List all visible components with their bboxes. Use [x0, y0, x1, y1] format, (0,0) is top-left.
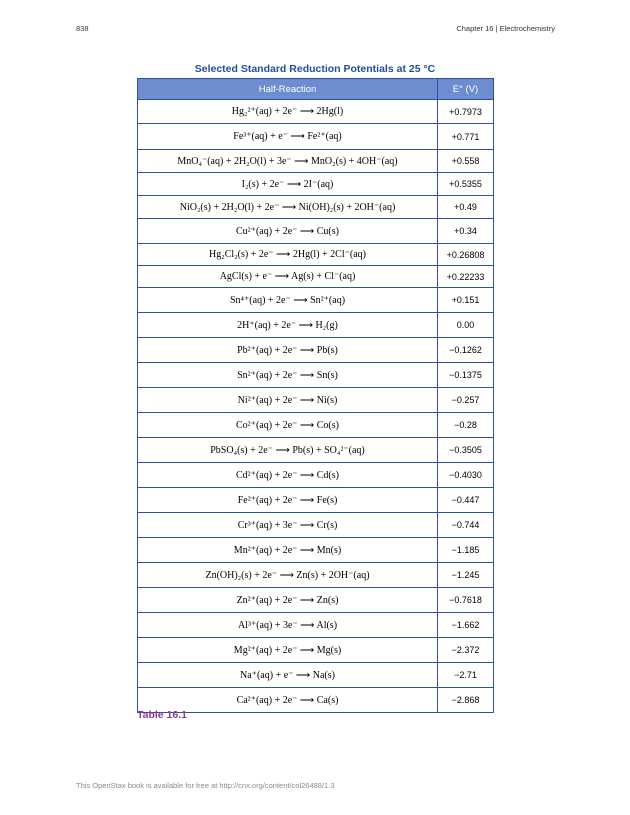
table-row	[138, 244, 494, 266]
potential-cell: −0.1375	[438, 363, 494, 388]
chapter-title: Chapter 16 | Electrochemistry	[456, 24, 555, 33]
potential-cell: +0.558	[438, 150, 494, 173]
half-reaction-cell: Hg₂Cl₂(s) + 2e⁻ ⟶ 2Hg(l) + 2Cl⁻(aq)	[138, 244, 438, 266]
half-reaction-cell: Ca²⁺(aq) + 2e⁻ ⟶ Ca(s)	[138, 688, 438, 713]
table-row	[138, 438, 494, 463]
potential-cell: −0.4030	[438, 463, 494, 488]
half-reaction-cell: NiO₂(s) + 2H₂O(l) + 2e⁻ ⟶ Ni(OH)₂(s) + 2OH⁻(aq)	[138, 196, 438, 219]
page-number: 838	[76, 24, 89, 33]
table-row	[138, 124, 494, 150]
potential-cell: −0.7618	[438, 588, 494, 613]
potential-cell: +0.5355	[438, 173, 494, 196]
potential-cell: −0.744	[438, 513, 494, 538]
table-row	[138, 463, 494, 488]
table-row	[138, 413, 494, 438]
table-row	[138, 638, 494, 663]
table-row	[138, 688, 494, 713]
reduction-potentials-table	[137, 78, 494, 713]
table-row	[138, 266, 494, 288]
potential-cell: +0.22233	[438, 266, 494, 288]
half-reaction-cell: Zn(OH)₂(s) + 2e⁻ ⟶ Zn(s) + 2OH⁻(aq)	[138, 563, 438, 588]
table-caption: Selected Standard Reduction Potentials at 25 °C	[194, 63, 436, 75]
half-reaction-cell: AgCl(s) + e⁻ ⟶ Ag(s) + Cl⁻(aq)	[138, 266, 438, 288]
half-reaction-cell: Cr³⁺(aq) + 3e⁻ ⟶ Cr(s)	[138, 513, 438, 538]
table-header-row	[138, 79, 494, 100]
table-row	[138, 363, 494, 388]
half-reaction-cell: Cd²⁺(aq) + 2e⁻ ⟶ Cd(s)	[138, 463, 438, 488]
half-reaction-cell: Fe³⁺(aq) + e⁻ ⟶ Fe²⁺(aq)	[138, 124, 438, 150]
half-reaction-cell: PbSO₄(s) + 2e⁻ ⟶ Pb(s) + SO₄²⁻(aq)	[138, 438, 438, 463]
half-reaction-cell: I₂(s) + 2e⁻ ⟶ 2I⁻(aq)	[138, 173, 438, 196]
footer-note: This OpenStax book is available for free at http://cnx.org/content/col26488/1.3	[76, 781, 335, 790]
half-reaction-cell: Sn⁴⁺(aq) + 2e⁻ ⟶ Sn²⁺(aq)	[138, 288, 438, 313]
half-reaction-cell: Fe²⁺(aq) + 2e⁻ ⟶ Fe(s)	[138, 488, 438, 513]
potential-cell: +0.7973	[438, 100, 494, 124]
table-row	[138, 288, 494, 313]
potential-cell: −1.662	[438, 613, 494, 638]
potential-cell: −0.447	[438, 488, 494, 513]
potential-cell: −2.372	[438, 638, 494, 663]
table-row	[138, 388, 494, 413]
half-reaction-cell: Pb²⁺(aq) + 2e⁻ ⟶ Pb(s)	[138, 338, 438, 363]
half-reaction-cell: Mg²⁺(aq) + 2e⁻ ⟶ Mg(s)	[138, 638, 438, 663]
table-row	[138, 150, 494, 173]
half-reaction-cell: Ni²⁺(aq) + 2e⁻ ⟶ Ni(s)	[138, 388, 438, 413]
half-reaction-cell: Na⁺(aq) + e⁻ ⟶ Na(s)	[138, 663, 438, 688]
half-reaction-cell: Mn²⁺(aq) + 2e⁻ ⟶ Mn(s)	[138, 538, 438, 563]
half-reaction-cell: Zn²⁺(aq) + 2e⁻ ⟶ Zn(s)	[138, 588, 438, 613]
table-row	[138, 219, 494, 244]
table-row	[138, 538, 494, 563]
table-row	[138, 513, 494, 538]
column-header-potential: E° (V)	[438, 79, 494, 100]
potential-cell: +0.26808	[438, 244, 494, 266]
potential-cell: −1.185	[438, 538, 494, 563]
half-reaction-cell: Hg₂²⁺(aq) + 2e⁻ ⟶ 2Hg(l)	[138, 100, 438, 124]
potential-cell: 0.00	[438, 313, 494, 338]
table-row	[138, 173, 494, 196]
half-reaction-cell: 2H⁺(aq) + 2e⁻ ⟶ H₂(g)	[138, 313, 438, 338]
potential-cell: +0.49	[438, 196, 494, 219]
table-row	[138, 338, 494, 363]
table-label: Table 16.1	[137, 709, 187, 721]
half-reaction-cell: Co²⁺(aq) + 2e⁻ ⟶ Co(s)	[138, 413, 438, 438]
half-reaction-cell: Al³⁺(aq) + 3e⁻ ⟶ Al(s)	[138, 613, 438, 638]
potential-cell: −2.71	[438, 663, 494, 688]
table-row	[138, 488, 494, 513]
potential-cell: +0.34	[438, 219, 494, 244]
table-row	[138, 563, 494, 588]
table-row	[138, 100, 494, 124]
table-row	[138, 663, 494, 688]
column-header-half-reaction: Half-Reaction	[138, 79, 438, 100]
half-reaction-cell: Sn²⁺(aq) + 2e⁻ ⟶ Sn(s)	[138, 363, 438, 388]
potential-cell: +0.151	[438, 288, 494, 313]
potential-cell: −0.3505	[438, 438, 494, 463]
potential-cell: −0.1262	[438, 338, 494, 363]
half-reaction-cell: MnO₄⁻(aq) + 2H₂O(l) + 3e⁻ ⟶ MnO₂(s) + 4OH⁻(aq)	[138, 150, 438, 173]
table-row	[138, 613, 494, 638]
potential-cell: −1.245	[438, 563, 494, 588]
table-row	[138, 196, 494, 219]
potential-cell: +0.771	[438, 124, 494, 150]
table-row	[138, 313, 494, 338]
potential-cell: −2.868	[438, 688, 494, 713]
half-reaction-cell: Cu²⁺(aq) + 2e⁻ ⟶ Cu(s)	[138, 219, 438, 244]
potential-cell: −0.257	[438, 388, 494, 413]
table-row	[138, 588, 494, 613]
potential-cell: −0.28	[438, 413, 494, 438]
